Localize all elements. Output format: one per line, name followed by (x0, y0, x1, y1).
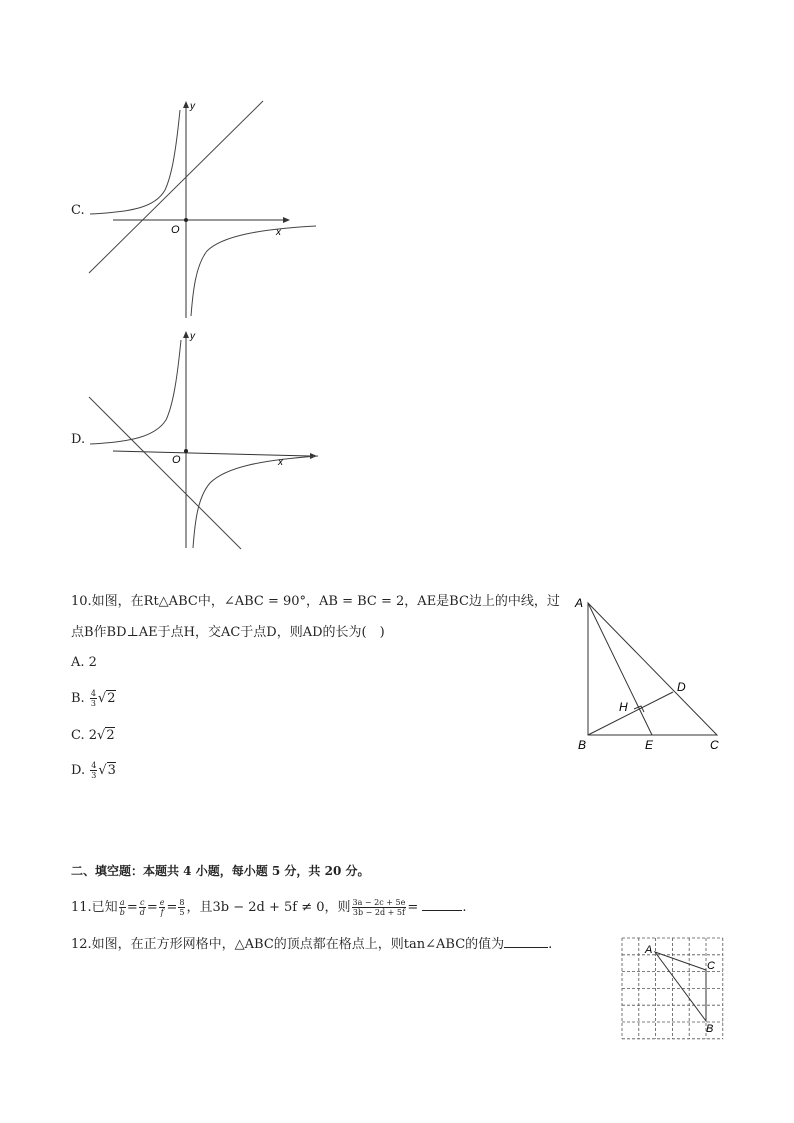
q10-option-b-label: B. (71, 691, 85, 706)
q10-option-d-radicand: 3 (107, 763, 116, 778)
label-a: A (575, 596, 584, 610)
label-h: H (619, 700, 628, 714)
label-d: D (677, 680, 686, 694)
option-c-label: C. (71, 203, 85, 218)
q11-end: . (462, 900, 467, 915)
q11-target-fraction: $\frac{3a - 2c + 5e}{3b - 2d + 5f}$ (352, 898, 406, 917)
q10-option-b-radicand: 2 (107, 691, 116, 706)
sqrt-symbol: √ (97, 728, 106, 743)
q10-option-d-label: D. (71, 763, 86, 778)
equals-sign: = (126, 900, 138, 915)
label-e: E (645, 738, 654, 752)
q11-fraction-c-d: $\frac{c}{d}$ (139, 898, 145, 917)
q10-option-b-fraction: $\frac{4}{3}$ (90, 689, 96, 708)
grid-label-c: C (707, 960, 715, 972)
label-c: C (710, 738, 719, 752)
equals-sign: = (407, 900, 419, 915)
q10-option-a: A. 2 (71, 655, 97, 670)
q12-text: 12.如图，在正方形网格中，△ABC的顶点都在格点上，则tan∠ABC的值为 (71, 937, 505, 952)
graph-d-x-label: x (278, 457, 283, 468)
q10-line2: 点B作BD⊥AE于点H，交AC于点D，则AD的长为( ) (71, 625, 385, 640)
grid-label-a: A (645, 944, 653, 956)
q11-prefix: 11.已知 (71, 900, 118, 915)
q12-end: . (548, 937, 553, 952)
triangle-abc-grid (655, 952, 706, 1021)
grid-label-b: B (706, 1023, 714, 1035)
graph-d-y-label: y (190, 331, 195, 342)
sqrt-symbol: √ (97, 691, 107, 706)
q11-condition: ，且3b − 2d + 5f ≠ 0，则 (186, 900, 351, 915)
section-2-title: 二、填空题：本题共 4 小题，每小题 5 分，共 20 分。 (71, 864, 370, 878)
equals-sign: = (146, 900, 158, 915)
q11-fraction-8-5: $\frac{8}{5}$ (179, 898, 185, 917)
graph-d-origin-label: O (172, 454, 181, 466)
sqrt-symbol: √ (98, 763, 107, 778)
q11-fraction-a-b: $\frac{a}{b}$ (119, 898, 125, 917)
q10-option-c-radicand: 2 (106, 728, 115, 743)
graph-c-y-label: y (190, 101, 195, 112)
label-b: B (578, 738, 587, 752)
q10-option-d-fraction: $\frac{4}{3}$ (91, 761, 97, 780)
q11-fraction-e-f: $\frac{e}{f}$ (159, 898, 165, 917)
q10-option-c-label: C. 2 (71, 728, 98, 743)
q10-line1: 10.如图，在Rt△ABC中，∠ABC = 90°，AB = BC = 2，AE是BC边上的中线，过 (71, 594, 560, 609)
graph-c-x-label: x (276, 227, 281, 238)
graph-c-origin-label: O (171, 224, 180, 236)
equals-sign: = (166, 900, 178, 915)
option-d-label-graph: D. (71, 432, 86, 447)
